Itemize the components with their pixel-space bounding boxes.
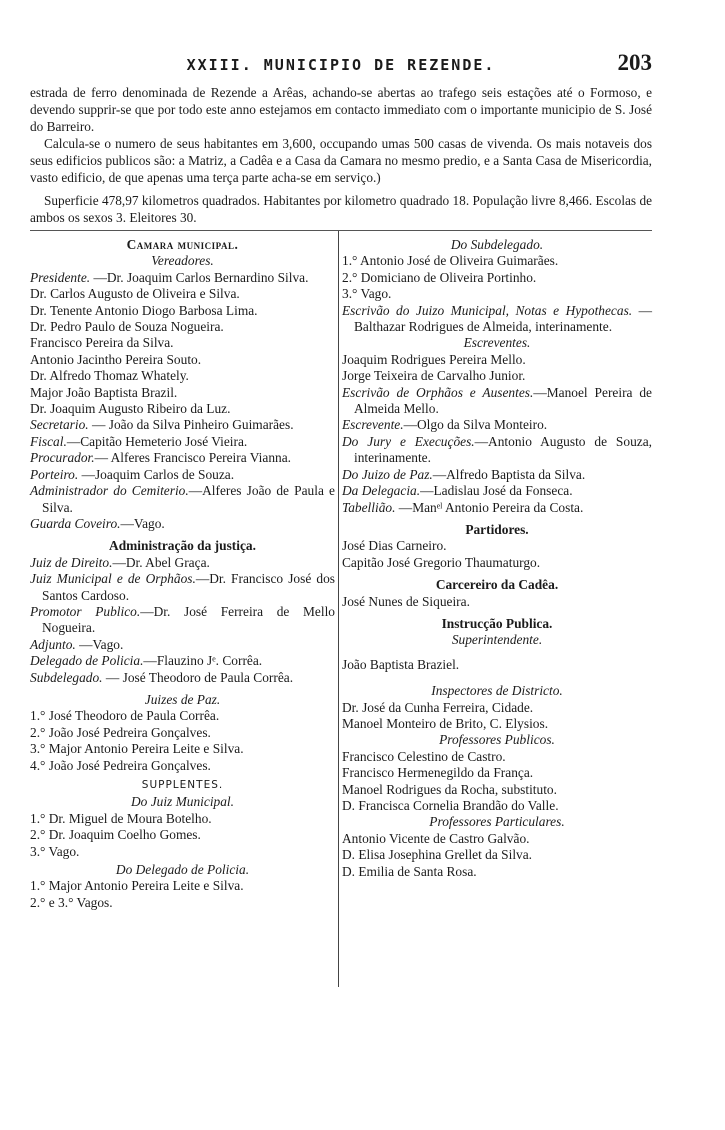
justica-entry bbox=[30, 555, 335, 571]
partidor-entry: Capitão José Gregorio Thaumaturgo. bbox=[342, 554, 541, 570]
camara-entry bbox=[30, 335, 335, 351]
column-divider bbox=[338, 231, 339, 987]
entry-text: —Manoel Pereira de Almeida Mello. bbox=[354, 384, 653, 417]
entry-label: Da Delegacia. bbox=[342, 483, 421, 499]
camara-entry bbox=[30, 401, 335, 417]
entry-label: Escrevente. bbox=[342, 417, 404, 433]
page-header bbox=[30, 48, 652, 84]
camara-entry bbox=[30, 270, 335, 286]
escreventes-list bbox=[342, 352, 652, 385]
camara-entry bbox=[30, 516, 335, 532]
entry-text: Dr. Pedro Paulo de Souza Nogueira. bbox=[30, 319, 224, 335]
entry-text: —Dr. Abel Graça. bbox=[112, 554, 210, 570]
entry-text: Dr. Tenente Antonio Diogo Barbosa Lima. bbox=[30, 302, 258, 318]
supplente-entry: 3.° Vago. bbox=[30, 843, 80, 859]
justica-entry bbox=[30, 604, 335, 637]
juiz-municipal-list bbox=[30, 811, 335, 860]
camara-entry bbox=[30, 385, 335, 401]
vereadores-heading: Vereadores. bbox=[151, 253, 214, 269]
camara-entry bbox=[30, 319, 335, 335]
inspector-entry: Manoel Monteiro de Brito, C. Elysios. bbox=[342, 715, 549, 731]
intro-paragraph-3: Superficie 478,97 kilometros quadrados. Habitantes por kilometro quadrado 18. População livre 8,466. Escolas de ambos os sexos 3. Eleitores 30. bbox=[30, 193, 652, 225]
page-title: XXIII. MUNICIPIO DE REZENDE. bbox=[186, 56, 496, 74]
camara-entry bbox=[30, 483, 335, 516]
entry-text: —Alfredo Baptista da Silva. bbox=[432, 466, 586, 482]
entry-text: —Vago. bbox=[120, 515, 165, 531]
entry-label: Escrivão do Juizo Municipal, Notas e Hypothecas. bbox=[342, 302, 633, 318]
entry-text: —Dr. José Ferreira de Mello Nogueira. bbox=[42, 603, 335, 636]
left-column bbox=[30, 231, 335, 911]
entry-text: —Capitão Hemeterio José Vieira. bbox=[66, 433, 248, 449]
professor-entry: Manoel Rodrigues da Rocha, substituto. bbox=[342, 781, 557, 797]
subdelegado-list bbox=[342, 253, 652, 302]
intro-text bbox=[30, 84, 652, 226]
entry-label: Do Juizo de Paz. bbox=[342, 466, 433, 482]
professor-entry: D. Francisca Cornelia Brandão do Valle. bbox=[342, 798, 559, 813]
camara-entry bbox=[30, 417, 335, 433]
prof-publicos-list bbox=[342, 749, 652, 815]
professor-entry: D. Elisa Josephina Grellet da Silva. bbox=[342, 847, 533, 863]
camara-entry bbox=[30, 303, 335, 319]
entry-text: — Alferes Francisco Pereira Vianna. bbox=[94, 450, 292, 466]
escreventes-heading: Escreventes. bbox=[463, 335, 531, 351]
professor-entry: Antonio Vicente de Castro Galvão. bbox=[342, 830, 530, 846]
supplente-entry: 1.° Major Antonio Pereira Leite e Silva. bbox=[30, 878, 244, 894]
escrivao-entry bbox=[342, 303, 652, 336]
delegado-heading: Do Delegado de Policia. bbox=[115, 862, 250, 878]
camara-entry bbox=[30, 352, 335, 368]
entry-text: — Balthazar Rodrigues de Almeida, interinamente. bbox=[354, 302, 652, 335]
entry-label: Presidente. bbox=[30, 269, 91, 285]
inspectores-heading: Inspectores de Districto. bbox=[431, 683, 563, 699]
entry-text: —Alferes João de Paula e Silva. bbox=[42, 483, 335, 515]
juizes-paz-heading: Juizes de Paz. bbox=[144, 691, 221, 707]
supplente-entry: 1.° Dr. Miguel de Moura Botelho. bbox=[30, 810, 212, 826]
entry-text: Dr. Joaquim Augusto Ribeiro da Luz. bbox=[30, 401, 231, 417]
supplente-entry: 3.° Vago. bbox=[342, 286, 392, 302]
prof-publicos-heading: Professores Publicos. bbox=[439, 732, 555, 748]
entry-label: Delegado de Policia. bbox=[30, 653, 144, 669]
right-column bbox=[342, 231, 652, 880]
document-page bbox=[30, 48, 653, 910]
official-entry bbox=[342, 434, 652, 467]
official-entry bbox=[342, 500, 652, 516]
juiz-paz-entry: 4.° João José Pedreira Gonçalves. bbox=[30, 757, 211, 773]
professor-entry: Francisco Hermenegildo da França. bbox=[342, 765, 534, 781]
camara-entry bbox=[30, 286, 335, 302]
entry-text: —Vago. bbox=[75, 636, 124, 652]
justica-heading: Administração da justiça. bbox=[109, 538, 256, 554]
supplente-entry: 1.° Antonio José de Oliveira Guimarães. bbox=[342, 253, 559, 269]
entry-text: —Ladislau José da Fonseca. bbox=[420, 483, 573, 499]
supplente-entry: 2.° Dr. Joaquim Coelho Gomes. bbox=[30, 827, 201, 843]
partidores-heading: Partidores. bbox=[465, 521, 529, 537]
professor-entry: Francisco Celestino de Castro. bbox=[342, 748, 506, 764]
subdelegado-heading: Do Subdelegado. bbox=[450, 237, 544, 252]
prof-particulares-list bbox=[342, 831, 652, 880]
outros-list bbox=[342, 385, 652, 516]
escrevente-entry: Jorge Teixeira de Carvalho Junior. bbox=[342, 368, 526, 384]
intro-paragraph-2: Calcula-se o numero de seus habitantes em 3,600, occupando umas 500 casas de vivenda. Os mais notaveis dos seus edificios publicos são: a Matriz, a Cadêa e a Casa da Camara no mesmo predio, e a Santa Casa de Misericordia, vasto edificio, de que apenas uma terça parte acha-se em serviço.) bbox=[30, 136, 652, 185]
camara-entry bbox=[30, 368, 335, 384]
entry-text: Antonio Jacintho Pereira Souto. bbox=[30, 351, 202, 367]
juiz-paz-entry: 2.° João José Pedreira Gonçalves. bbox=[30, 724, 211, 740]
superintendente-heading: Superintendente. bbox=[451, 632, 543, 648]
entry-text: —Dr. Joaquim Carlos Bernardino Silva. bbox=[90, 269, 309, 285]
justica-list bbox=[30, 555, 335, 686]
supplentes-heading: SUPPLENTES. bbox=[141, 779, 224, 791]
carcereiro-heading: Carcereiro da Cadêa. bbox=[435, 577, 559, 593]
camara-entry bbox=[30, 434, 335, 450]
entry-label: Escrivão de Orphãos e Ausentes. bbox=[342, 384, 534, 400]
camara-entry bbox=[30, 450, 335, 466]
official-entry bbox=[342, 417, 652, 433]
entry-text: — João da Silva Pinheiro Guimarães. bbox=[88, 417, 294, 433]
entry-text: Major João Baptista Brazil. bbox=[30, 384, 178, 400]
partidores-list bbox=[342, 538, 652, 571]
entry-label: Do Jury e Execuções. bbox=[342, 433, 475, 449]
entry-label: Adjunto. bbox=[30, 636, 76, 652]
inspectores-list bbox=[342, 700, 652, 733]
justica-entry bbox=[30, 670, 335, 686]
entry-text: —Olgo da Silva Monteiro. bbox=[403, 417, 548, 433]
entry-label: Subdelegado. bbox=[30, 669, 103, 685]
supplente-entry: 2.° e 3.° Vagos. bbox=[30, 894, 113, 910]
juiz-municipal-heading: Do Juiz Municipal. bbox=[130, 794, 235, 810]
entry-label: Guarda Coveiro. bbox=[30, 515, 121, 531]
carcereiro-entry: José Nunes de Siqueira. bbox=[342, 593, 470, 609]
entry-label: Porteiro. bbox=[30, 466, 79, 482]
partidor-entry: José Dias Carneiro. bbox=[342, 538, 447, 554]
official-entry bbox=[342, 385, 652, 418]
camara-list bbox=[30, 270, 335, 533]
page-number: 203 bbox=[617, 50, 652, 75]
camara-heading: Camara municipal. bbox=[126, 237, 239, 252]
entry-text: — José Theodoro de Paula Corrêa. bbox=[102, 669, 294, 685]
entry-label: Juiz Municipal e de Orphãos. bbox=[30, 571, 196, 587]
justica-entry bbox=[30, 637, 335, 653]
entry-text: —Dr. Francisco José dos Santos Cardoso. bbox=[42, 571, 335, 603]
prof-particulares-heading: Professores Particulares. bbox=[429, 814, 565, 830]
inspector-entry: Dr. José da Cunha Ferreira, Cidade. bbox=[342, 699, 534, 715]
professor-entry: D. Emilia de Santa Rosa. bbox=[342, 863, 477, 879]
justica-entry bbox=[30, 571, 335, 604]
intro-paragraph-1: estrada de ferro denominada de Rezende a Arêas, achando-se abertas ao trafego seis estações até o Formoso, e devendo supprir-se que por todo este anno estejamos em contacto immediato com o importante municipio de S. José do Barreiro. bbox=[30, 85, 652, 134]
entry-text: —Flauzino Jᵉ. Corrêa. bbox=[143, 653, 263, 669]
juizes-paz-list bbox=[30, 708, 335, 774]
juiz-paz-entry: 1.° José Theodoro de Paula Corrêa. bbox=[30, 708, 220, 724]
entry-label: Secretario. bbox=[30, 417, 89, 433]
official-entry bbox=[342, 483, 652, 499]
entry-label: Tabellião. bbox=[342, 499, 396, 515]
supplente-entry: 2.° Domiciano de Oliveira Portinho. bbox=[342, 269, 537, 285]
entry-text: —Joaquim Carlos de Souza. bbox=[78, 466, 235, 482]
entry-label: Juiz de Direito. bbox=[30, 554, 113, 570]
entry-text: —Antonio Augusto de Souza, interinamente. bbox=[354, 433, 652, 466]
escrevente-entry: Joaquim Rodrigues Pereira Mello. bbox=[342, 351, 526, 367]
entry-text: Dr. Carlos Augusto de Oliveira e Silva. bbox=[30, 286, 240, 302]
instruccao-heading: Instrucção Publica. bbox=[441, 615, 553, 631]
superintendente-entry: João Baptista Braziel. bbox=[342, 656, 460, 672]
official-entry bbox=[342, 467, 652, 483]
entry-text: —Manᵉˡ Antonio Pereira da Costa. bbox=[395, 499, 584, 515]
entry-label: Promotor Publico. bbox=[30, 603, 141, 619]
justica-entry bbox=[30, 653, 335, 669]
camara-entry bbox=[30, 467, 335, 483]
juiz-paz-entry: 3.° Major Antonio Pereira Leite e Silva. bbox=[30, 741, 244, 757]
entry-label: Fiscal. bbox=[30, 433, 67, 449]
entry-label: Procurador. bbox=[30, 450, 95, 466]
entry-text: Dr. Alfredo Thomaz Whately. bbox=[30, 368, 189, 384]
entry-text: Francisco Pereira da Silva. bbox=[30, 335, 174, 351]
entry-label: Administrador do Cemiterio. bbox=[30, 483, 189, 499]
directory-columns bbox=[30, 230, 653, 910]
delegado-list bbox=[30, 878, 335, 911]
